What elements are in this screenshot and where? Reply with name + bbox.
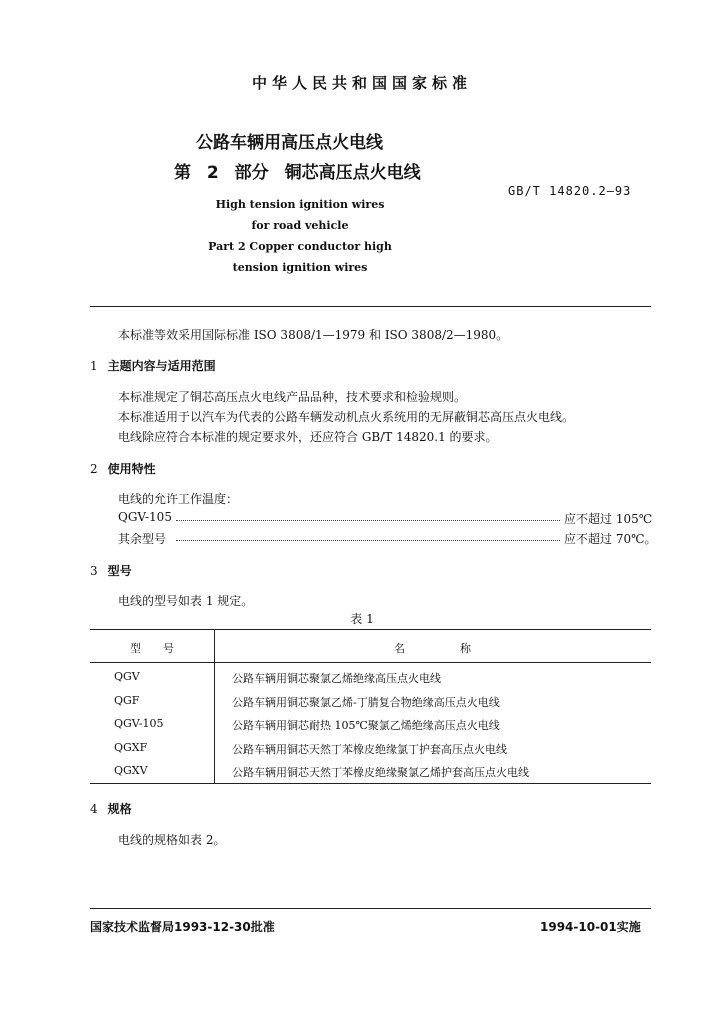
dot-leader [176,540,560,541]
paragraph: 电线的允许工作温度： [118,492,239,506]
paragraph: 本标准适用于以汽车为代表的公路车辆发动机点火系统用的无屏蔽铜芯高压点火电线。 [118,410,575,424]
section-number: 1 [90,359,98,373]
table-top-rule [90,629,651,630]
section-number: 3 [90,564,98,578]
table-cell-name: 公路车辆用铜芯聚氯乙烯绝缘高压点火电线 [232,672,441,685]
table-cell-model: QGXV [114,764,148,777]
section-heading [90,460,156,477]
title-en-line: High tension ignition wires [215,198,385,211]
paragraph: 电线的型号如表 1 规定。 [118,594,254,608]
title-en-line: for road vehicle [251,219,349,232]
approval-date: 国家技术监督局1993-12-30批准 [90,920,275,934]
table-cell-model: QGV [114,670,140,683]
national-standard-heading: 中华人民共和国国家标准 [251,74,472,92]
dot-leader [176,520,560,521]
temp-model: QGV-105 [118,510,172,524]
table-bottom-rule [90,783,651,784]
paragraph: 本标准规定了铜芯高压点火电线产品品种，技术要求和检验规则。 [118,390,467,404]
section-number: 4 [90,802,98,816]
section-title: 规格 [107,802,132,816]
header-divider [90,306,651,307]
table-cell-name: 公路车辆用铜芯耐热 105℃聚氯乙烯绝缘高压点火电线 [232,719,500,732]
section-title: 型号 [107,564,132,578]
table-header-model: 型 号 [130,642,174,655]
effective-date: 1994-10-01实施 [540,920,641,934]
title-en-line: Part 2 Copper conductor high [208,240,392,253]
section-heading [90,562,132,579]
table-cell-name: 公路车辆用铜芯聚氯乙烯-丁腈复合物绝缘高压点火电线 [232,696,500,709]
section-title: 主题内容与适用范围 [107,359,216,373]
temp-value: 应不超过 70℃。 [564,532,657,546]
footer-divider [90,908,651,909]
table-header-name: 名 称 [394,642,471,655]
intro-paragraph: 本标准等效采用国际标准 ISO 3808/1—1979 和 ISO 3808/2—1980。 [118,328,509,342]
table-cell-model: QGV-105 [114,717,164,730]
paragraph: 电线的规格如表 2。 [118,833,226,847]
title-cn-line1: 公路车辆用高压点火电线 [196,133,383,153]
table-cell-model: QGXF [114,741,148,754]
table-header-rule [90,662,651,663]
table-caption: 表 1 [350,612,374,626]
table-cell-model: QGF [114,694,140,707]
temp-model: 其余型号 [118,532,167,546]
standard-code: GB/T 14820.2—93 [508,184,632,198]
paragraph: 电线除应符合本标准的规定要求外，还应符合 GB/T 14820.1 的要求。 [118,430,498,444]
temp-value: 应不超过 105℃ [564,512,653,526]
title-en-line: tension ignition wires [232,261,368,274]
section-heading [90,800,132,817]
section-title: 使用特性 [107,462,156,476]
table-cell-name: 公路车辆用铜芯天然丁苯橡皮绝缘氯丁护套高压点火电线 [232,743,507,756]
section-heading [90,357,216,374]
section-number: 2 [90,462,98,476]
table-cell-name: 公路车辆用铜芯天然丁苯橡皮绝缘聚氯乙烯护套高压点火电线 [232,766,529,779]
title-cn-line2: 第 2 部分 铜芯高压点火电线 [174,163,421,183]
